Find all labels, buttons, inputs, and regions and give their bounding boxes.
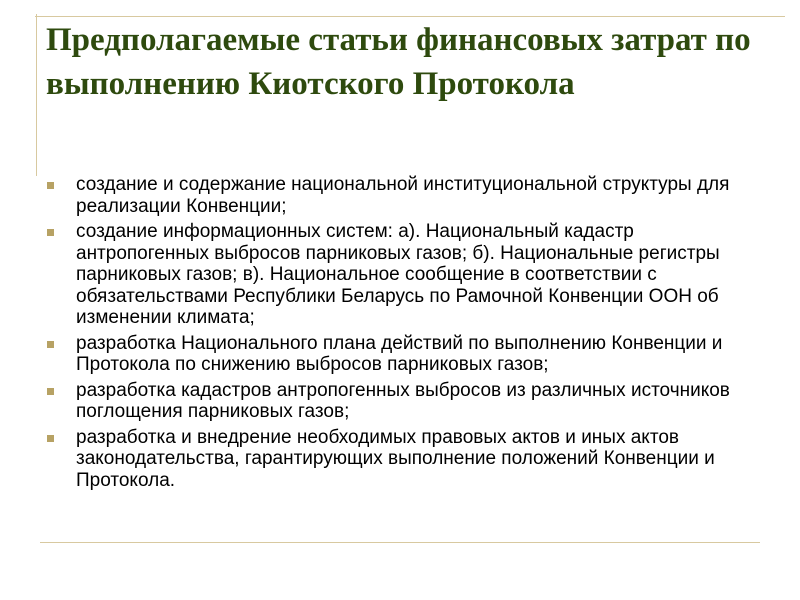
list-item (46, 174, 772, 217)
square-bullet-icon (47, 435, 54, 442)
list-item (46, 427, 772, 492)
square-bullet-icon (47, 229, 54, 236)
list-item (46, 221, 772, 329)
list-item (46, 380, 772, 423)
top-divider-line (35, 16, 785, 17)
bullet-list (46, 174, 772, 495)
square-bullet-icon (47, 341, 54, 348)
list-item-text: создание информационных систем: а). Национальный кадастр антропогенных выбросов парниковых газов; б). Национальные регистры парниковых газов; в). Национальное сообщение в соответствии с обязательствами Республики Беларусь по Рамочной Конвенции ООН об изменении климата; (76, 221, 720, 328)
list-item-text: разработка и внедрение необходимых правовых актов и иных актов законодательства, гарантирующих выполнение положений Конвенции и Протокола. (76, 426, 715, 491)
list-item-text: создание и содержание национальной институциональной структуры для реализации Конвенции; (76, 174, 730, 217)
bottom-divider-line (40, 542, 760, 543)
list-item-text: разработка кадастров антропогенных выбросов из различных источников поглощения парниковых газов; (76, 379, 730, 422)
list-item-text: разработка Национального плана действий по выполнению Конвенции и Протокола по снижению выбросов парниковых газов; (76, 332, 723, 375)
square-bullet-icon (47, 388, 54, 395)
left-divider-line (36, 14, 37, 176)
square-bullet-icon (47, 182, 54, 189)
slide-title: Предполагаемые статьи финансовых затрат по выполнению Киотского Протокола (46, 22, 751, 102)
list-item (46, 333, 772, 376)
